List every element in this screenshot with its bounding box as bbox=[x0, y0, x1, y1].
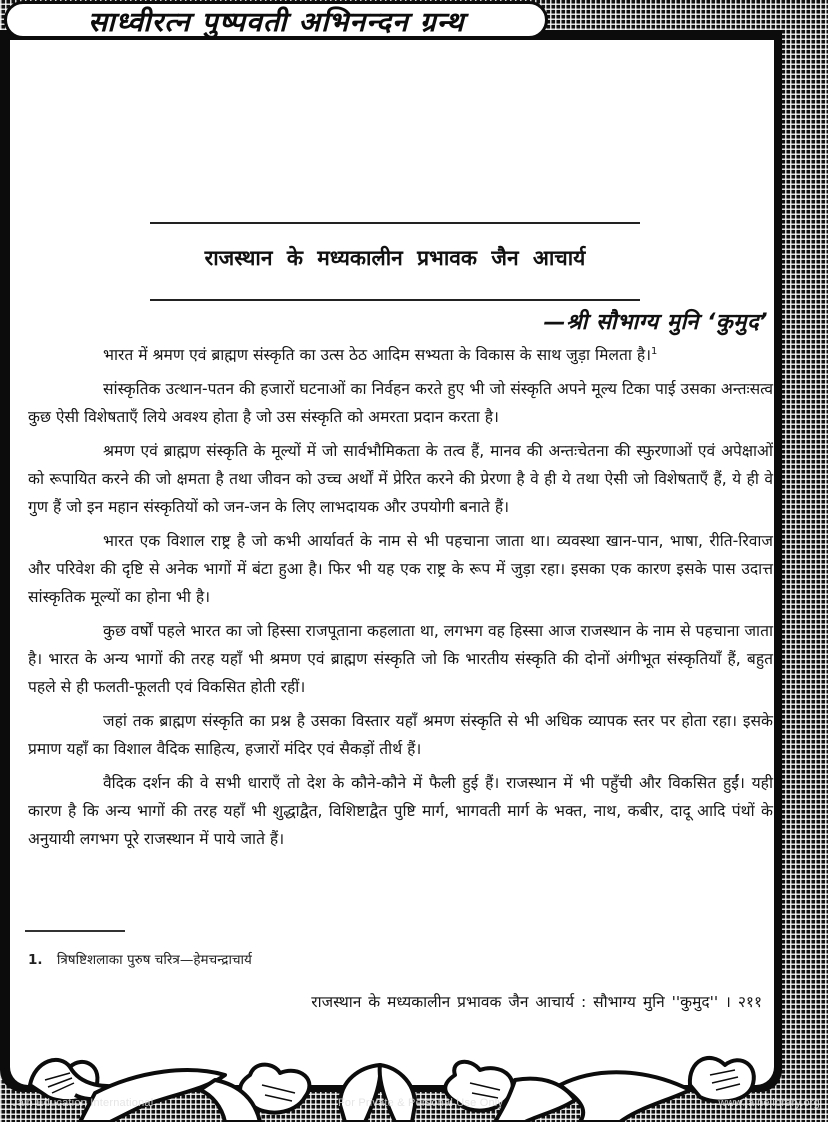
watermark-right[interactable]: www.jainelibrary.org bbox=[718, 1097, 820, 1109]
footnote-ref[interactable]: 1 bbox=[651, 345, 658, 357]
footnote-number: 1. bbox=[28, 952, 43, 968]
paragraph: कुछ वर्षों पहले भारत का जो हिस्सा राजपूताना कहलाता था, लगभग वह हिस्सा आज राजस्थान के नाम से पहचाना जाता है। भारत के अन्य भागों की तरह यहाँ भी श्रमण एवं ब्राह्मण संस्कृति जो कि भारतीय संस्कृति की दोनों अंगीभूत संस्कृतियाँ हैं, बहुत पहले से ही फलती-फूलती एवं विकसित होती रहीं। bbox=[28, 622, 773, 696]
floral-ornament-icon bbox=[0, 1045, 828, 1122]
paragraph: भारत एक विशाल राष्ट्र है जो कभी आर्यावर्त के नाम से भी पहचाना जाता था। व्यवस्था खान-पान, भाषा, रीति-रिवाज और परिवेश की दृष्टि से अनेक भागों में बंटा हुआ है। फिर भी यह एक राष्ट्र के रूप में जुड़ा रहा। इसका एक कारण इसके पास उदात्त सांस्कृतिक मूल्यों का होना भी है। bbox=[28, 532, 773, 606]
paragraph: श्रमण एवं ब्राह्मण संस्कृति के मूल्यों में जो सार्वभौमिकता के तत्व हैं, मानव की अन्तःचेतना की स्फुरणाओं एवं अपेक्षाओं को रूपायित करने की जो क्षमता है तथा जीवन को उच्च अर्थों में प्रेरित करने की प्रेरणा है वे ही ये तथा ऐसी जो विशेषताएँ हैं, ये ही वे गुण हैं जो इन महान संस्कृतियों को जन-जन के लिए लाभदायक और उपयोगी बनाते हैं। bbox=[28, 442, 773, 516]
footnote-separator bbox=[25, 930, 125, 932]
paragraph: भारत में श्रमण एवं ब्राह्मण संस्कृति का उत्स ठेठ आदिम सभ्यता के विकास के साथ जुड़ा मिलता है।$^1$ bbox=[103, 345, 658, 364]
watermark-center: For Private & Personal Use Only bbox=[338, 1097, 504, 1109]
watermark-left: Jain Education International bbox=[12, 1097, 154, 1109]
running-footer: राजस्थान के मध्यकालीन प्रभावक जैन आचार्य : सौभाग्य मुनि ''कुमुद'' । २११ bbox=[311, 993, 762, 1011]
book-title: साध्वीरत्न पुष्पवती अभिनन्दन ग्रन्थ bbox=[87, 6, 465, 38]
paragraph: जहां तक ब्राह्मण संस्कृति का प्रश्न है उसका विस्तार यहाँ श्रमण संस्कृति से भी अधिक व्यापक स्तर पर होता रहा। इसके प्रमाण यहाँ का विशाल वैदिक साहित्य, हजारों मंदिर एवं सैकड़ों तीर्थ हैं। bbox=[28, 712, 773, 758]
article-title: राजस्थान के मध्यकालीन प्रभावक जैन आचार्य bbox=[204, 246, 586, 270]
paragraph: वैदिक दर्शन की वे सभी धाराएँ तो देश के कौने-कौने में फैली हुई हैं। राजस्थान में भी पहुँची और विकसित हुईं। यही कारण है कि अन्य भागों की तरह यहाँ भी शुद्धाद्वैत, विशिष्टाद्वैत पुष्टि मार्ग, भागवती मार्ग के भक्त, नाथ, कबीर, दादू आदि पंथों के अनुयायी लगभग पूरे राजस्थान में पाये जाते हैं। bbox=[28, 774, 773, 848]
title-rule-bottom bbox=[150, 299, 640, 301]
title-rule-top bbox=[150, 222, 640, 224]
article-author: —श्री सौभाग्य मुनि ‘कुमुद’ bbox=[543, 310, 768, 335]
book-title-banner bbox=[4, 1, 548, 39]
article-body bbox=[28, 341, 773, 859]
footnote bbox=[28, 950, 252, 968]
footnote-text: त्रिषष्टिशलाका पुरुष चरित्र—हेमचन्द्राचार्य bbox=[56, 952, 252, 968]
paragraph: सांस्कृतिक उत्थान-पतन की हजारों घटनाओं का निर्वहन करते हुए भी जो संस्कृति अपने मूल्य टिका पाई उसका अन्तःसत्व कुछ ऐसी विशेषताएँ लिये अवश्य होता है जो उस संस्कृति को अमरता प्रदान करता है। bbox=[28, 380, 773, 426]
